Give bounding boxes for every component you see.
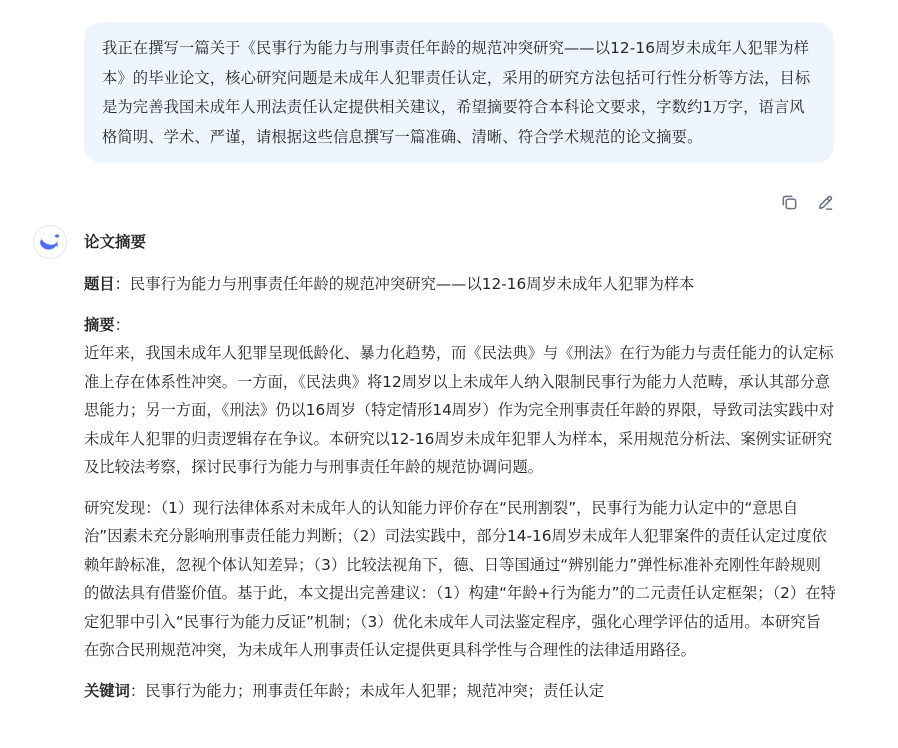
abstract-paragraph-1 bbox=[84, 311, 836, 482]
paper-title-line bbox=[84, 270, 836, 299]
answer-heading: 论文摘要 bbox=[84, 233, 147, 251]
keywords-text: 民事行为能力；刑事责任年龄；未成年人犯罪；规范冲突；责任认定 bbox=[145, 681, 605, 700]
edit-icon bbox=[816, 193, 835, 212]
paper-title-text: 民事行为能力与刑事责任年龄的规范冲突研究——以12-16周岁未成年人犯罪为样本 bbox=[129, 275, 695, 293]
user-message-bubble bbox=[84, 22, 834, 163]
abstract-paragraph-2 bbox=[84, 494, 836, 665]
keywords-line bbox=[84, 677, 836, 706]
abstract-label: 摘要 bbox=[84, 315, 115, 334]
assistant-answer bbox=[84, 228, 836, 717]
keywords-label: 关键词 bbox=[84, 681, 130, 700]
abstract-text-2: 研究发现：（1）现行法律体系对未成年人的认知能力评价存在“民刑割裂”，民事行为能力认定中的“意思自治”因素未充分影响刑事责任能力判断；（2）司法实践中，部分14-16周岁未成年人犯罪案件的责任认定过度依赖年龄标准，忽视个体认知差异；（3）比较法视角下，德、日等国通过“辨别能力”弹性标准补充刚性年龄规则的做法具有借鉴价值。基于此，本文提出完善建议：（1）构建“年龄+行为能力”的二元责任认定框架；（2）在特定犯罪中引入“民事行为能力反证”机制；（3）优化未成年人司法鉴定程序，强化心理学评估的适用。本研究旨在弥合民刑规范冲突，为未成年人刑事责任认定提供更具科学性与合理性的法律适用路径。 bbox=[84, 498, 836, 659]
deepseek-whale-icon bbox=[38, 232, 62, 252]
copy-icon bbox=[780, 193, 799, 212]
abstract-text-1: 近年来，我国未成年人犯罪呈现低龄化、暴力化趋势，而《民法典》与《刑法》在行为能力与责任能力的认定标准上存在体系性冲突。一方面，《民法典》将12周岁以上未成年人纳入限制民事行为能力人范畴，承认其部分意思能力；另一方面，《刑法》仍以16周岁（特定情形14周岁）作为完全刑事责任年龄的界限，导致司法实践中对未成年人犯罪的归责逻辑存在争议。本研究以12-16周岁未成年犯罪人为样本，采用规范分析法、案例实证研究及比较法考察，探讨民事行为能力与刑事责任年龄的规范协调问题。 bbox=[84, 344, 835, 476]
paper-title-label: 题目 bbox=[84, 275, 115, 293]
keywords-sep: ： bbox=[129, 681, 146, 700]
assistant-avatar bbox=[33, 225, 67, 259]
user-message-text: 我正在撰写一篇关于《民事行为能力与刑事责任年龄的规范冲突研究——以12-16周岁未成年人犯罪为样本》的毕业论文，核心研究问题是未成年人犯罪责任认定，采用的研究方法包括可行性分析等方法，目标是为完善我国未成年人刑法责任认定提供相关建议，希望摘要符合本科论文要求，字数约1万字，语言风格简明、学术、严谨，请根据这些信息撰写一篇准确、清晰、符合学术规范的论文摘要。 bbox=[102, 39, 811, 146]
edit-button[interactable] bbox=[814, 191, 836, 213]
message-actions bbox=[778, 191, 836, 213]
paper-title-sep: ： bbox=[114, 275, 130, 293]
abstract-sep: ： bbox=[114, 315, 130, 334]
copy-button[interactable] bbox=[778, 191, 800, 213]
